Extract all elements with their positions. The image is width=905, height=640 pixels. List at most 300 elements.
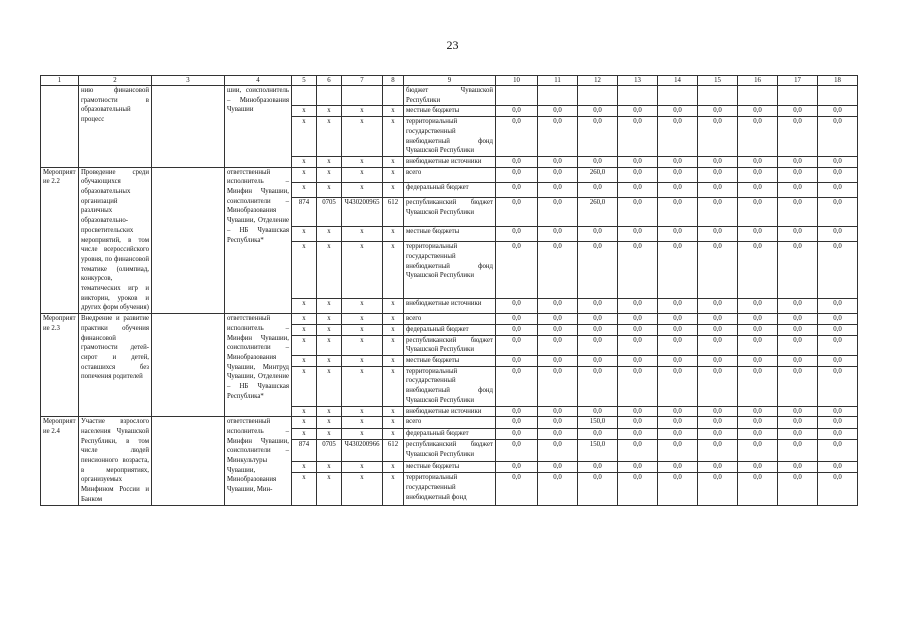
amount-cell: [578, 86, 618, 106]
amount-cell: 0,0: [496, 324, 538, 335]
amount-cell: 0,0: [618, 366, 658, 406]
amount-cell: 0,0: [818, 227, 858, 242]
event-name: нию финансовой грамотности в образовательный процесс: [79, 86, 152, 168]
amount-cell: 0,0: [698, 428, 738, 439]
amount-cell: 0,0: [698, 167, 738, 182]
amount-cell: 0,0: [578, 324, 618, 335]
amount-cell: 0,0: [778, 366, 818, 406]
amount-cell: 0,0: [818, 335, 858, 355]
amount-cell: 0,0: [658, 227, 698, 242]
amount-cell: 0,0: [496, 227, 538, 242]
grbs-code: x: [292, 366, 317, 406]
amount-cell: 150,0: [578, 440, 618, 462]
column-header: 6: [317, 76, 342, 86]
grbs-code: x: [292, 117, 317, 157]
event-number: Мероприятие 2.3: [41, 314, 79, 417]
amount-cell: [818, 86, 858, 106]
column-header: 8: [383, 76, 404, 86]
amount-cell: 0,0: [618, 242, 658, 299]
amount-cell: 0,0: [778, 461, 818, 472]
column-header: 7: [342, 76, 383, 86]
amount-cell: 0,0: [698, 406, 738, 417]
amount-cell: 0,0: [538, 182, 578, 197]
amount-cell: 0,0: [698, 440, 738, 462]
amount-cell: 0,0: [738, 324, 778, 335]
amount-cell: 0,0: [778, 106, 818, 117]
amount-cell: 0,0: [496, 198, 538, 227]
event-number: Мероприятие 2.4: [41, 417, 79, 505]
amount-cell: 0,0: [618, 473, 658, 505]
amount-cell: 0,0: [818, 461, 858, 472]
amount-cell: 0,0: [496, 106, 538, 117]
amount-cell: 0,0: [538, 335, 578, 355]
amount-cell: 0,0: [778, 198, 818, 227]
amount-cell: 0,0: [538, 355, 578, 366]
grbs-code: 874: [292, 440, 317, 462]
amount-cell: 0,0: [818, 428, 858, 439]
amount-cell: 260,0: [578, 167, 618, 182]
amount-cell: 0,0: [738, 355, 778, 366]
amount-cell: 0,0: [578, 366, 618, 406]
grbs-code: x: [292, 298, 317, 313]
column-header: 10: [496, 76, 538, 86]
amount-cell: 0,0: [538, 324, 578, 335]
amount-cell: 0,0: [698, 182, 738, 197]
expense-type-code: x: [383, 167, 404, 182]
amount-cell: 0,0: [618, 117, 658, 157]
amount-cell: 0,0: [538, 198, 578, 227]
amount-cell: 0,0: [618, 156, 658, 167]
grbs-code: [292, 86, 317, 106]
amount-cell: 0,0: [698, 242, 738, 299]
table-row: [41, 417, 858, 428]
column-header: 18: [818, 76, 858, 86]
amount-cell: 0,0: [738, 366, 778, 406]
amount-cell: 0,0: [738, 106, 778, 117]
target-code: x: [342, 366, 383, 406]
amount-cell: 0,0: [578, 106, 618, 117]
amount-cell: 0,0: [778, 314, 818, 325]
funding-source: всего: [404, 314, 496, 325]
section-code: x: [317, 314, 342, 325]
amount-cell: 0,0: [658, 324, 698, 335]
section-code: x: [317, 227, 342, 242]
expense-type-code: 612: [383, 198, 404, 227]
amount-cell: 150,0: [578, 417, 618, 428]
target-code: [342, 86, 383, 106]
expense-type-code: x: [383, 242, 404, 299]
amount-cell: 0,0: [738, 440, 778, 462]
amount-cell: 0,0: [578, 242, 618, 299]
amount-cell: 0,0: [658, 106, 698, 117]
funding-source: республиканский бюджет Чувашской Республики: [404, 198, 496, 227]
expense-type-code: x: [383, 417, 404, 428]
target-code: x: [342, 117, 383, 157]
amount-cell: 0,0: [818, 298, 858, 313]
column-header: 5: [292, 76, 317, 86]
amount-cell: 0,0: [698, 335, 738, 355]
amount-cell: 0,0: [818, 355, 858, 366]
amount-cell: 0,0: [496, 461, 538, 472]
amount-cell: 0,0: [818, 417, 858, 428]
amount-cell: 0,0: [658, 473, 698, 505]
event-number: Мероприятие 2.2: [41, 167, 79, 314]
amount-cell: 0,0: [538, 298, 578, 313]
amount-cell: 0,0: [698, 198, 738, 227]
expense-type-code: x: [383, 106, 404, 117]
funding-source: всего: [404, 167, 496, 182]
grbs-code: x: [292, 324, 317, 335]
amount-cell: [538, 86, 578, 106]
section-code: [317, 86, 342, 106]
amount-cell: 0,0: [778, 156, 818, 167]
column-header: 11: [538, 76, 578, 86]
grbs-code: x: [292, 428, 317, 439]
amount-cell: 0,0: [738, 461, 778, 472]
amount-cell: [738, 86, 778, 106]
amount-cell: 0,0: [698, 298, 738, 313]
column-header: 4: [225, 76, 292, 86]
amount-cell: 0,0: [738, 167, 778, 182]
amount-cell: 0,0: [538, 417, 578, 428]
target-code: x: [342, 298, 383, 313]
amount-cell: 0,0: [658, 406, 698, 417]
amount-cell: [658, 86, 698, 106]
amount-cell: 0,0: [738, 406, 778, 417]
target-code: x: [342, 461, 383, 472]
expense-type-code: x: [383, 314, 404, 325]
amount-cell: 0,0: [578, 473, 618, 505]
amount-cell: 0,0: [818, 324, 858, 335]
target-code: x: [342, 428, 383, 439]
amount-cell: 0,0: [618, 324, 658, 335]
funding-source: федеральный бюджет: [404, 428, 496, 439]
amount-cell: 0,0: [818, 366, 858, 406]
amount-cell: 0,0: [578, 461, 618, 472]
target-code: x: [342, 167, 383, 182]
column-header: 15: [698, 76, 738, 86]
amount-cell: 0,0: [496, 417, 538, 428]
amount-cell: 0,0: [496, 242, 538, 299]
amount-cell: 0,0: [538, 428, 578, 439]
amount-cell: 0,0: [778, 182, 818, 197]
amount-cell: 0,0: [496, 167, 538, 182]
expense-type-code: [383, 86, 404, 106]
amount-cell: 0,0: [778, 440, 818, 462]
funding-source: территориальный государственный внебюджетный фонд Чувашской Республики: [404, 366, 496, 406]
amount-cell: 0,0: [496, 298, 538, 313]
amount-cell: 0,0: [818, 106, 858, 117]
expense-type-code: x: [383, 428, 404, 439]
amount-cell: 0,0: [778, 428, 818, 439]
amount-cell: 0,0: [778, 355, 818, 366]
section-code: x: [317, 324, 342, 335]
grbs-code: x: [292, 106, 317, 117]
grbs-code: x: [292, 473, 317, 505]
executor-cell: шии, соисполнитель – Минобразования Чувашии: [225, 86, 292, 168]
funding-source: всего: [404, 417, 496, 428]
funding-source: внебюджетные источники: [404, 406, 496, 417]
amount-cell: 0,0: [778, 298, 818, 313]
amount-cell: 0,0: [618, 298, 658, 313]
amount-cell: 0,0: [618, 461, 658, 472]
funding-source: республиканский бюджет Чувашской Республики: [404, 440, 496, 462]
amount-cell: 0,0: [658, 198, 698, 227]
amount-cell: 0,0: [618, 227, 658, 242]
amount-cell: 0,0: [578, 156, 618, 167]
amount-cell: 0,0: [658, 428, 698, 439]
target-code: x: [342, 335, 383, 355]
expense-type-code: x: [383, 473, 404, 505]
grbs-code: x: [292, 417, 317, 428]
amount-cell: 0,0: [578, 227, 618, 242]
amount-cell: 0,0: [618, 406, 658, 417]
amount-cell: 0,0: [698, 314, 738, 325]
amount-cell: 0,0: [538, 106, 578, 117]
section-code: x: [317, 156, 342, 167]
amount-cell: 0,0: [738, 417, 778, 428]
amount-cell: 0,0: [618, 182, 658, 197]
section-code: x: [317, 473, 342, 505]
amount-cell: 0,0: [698, 106, 738, 117]
section-code: x: [317, 182, 342, 197]
amount-cell: 0,0: [538, 366, 578, 406]
amount-cell: 260,0: [578, 198, 618, 227]
grbs-code: x: [292, 461, 317, 472]
expense-type-code: x: [383, 366, 404, 406]
funding-source: территориальный государственный внебюджетный фонд: [404, 473, 496, 505]
amount-cell: 0,0: [658, 355, 698, 366]
grbs-code: x: [292, 227, 317, 242]
target-code: x: [342, 227, 383, 242]
expense-type-code: 612: [383, 440, 404, 462]
amount-cell: 0,0: [496, 314, 538, 325]
section-code: x: [317, 417, 342, 428]
amount-cell: 0,0: [496, 335, 538, 355]
target-code: x: [342, 156, 383, 167]
amount-cell: 0,0: [538, 406, 578, 417]
expense-type-code: x: [383, 182, 404, 197]
amount-cell: 0,0: [618, 198, 658, 227]
amount-cell: 0,0: [658, 335, 698, 355]
amount-cell: 0,0: [658, 156, 698, 167]
funding-source: местные бюджеты: [404, 227, 496, 242]
amount-cell: 0,0: [738, 314, 778, 325]
amount-cell: 0,0: [496, 406, 538, 417]
amount-cell: 0,0: [698, 473, 738, 505]
amount-cell: 0,0: [698, 417, 738, 428]
amount-cell: 0,0: [496, 156, 538, 167]
amount-cell: 0,0: [578, 406, 618, 417]
expense-type-code: x: [383, 156, 404, 167]
amount-cell: 0,0: [658, 366, 698, 406]
grbs-code: x: [292, 314, 317, 325]
amount-cell: 0,0: [698, 366, 738, 406]
amount-cell: 0,0: [738, 182, 778, 197]
section-code: x: [317, 167, 342, 182]
expense-type-code: x: [383, 406, 404, 417]
amount-cell: 0,0: [538, 227, 578, 242]
target-code: x: [342, 324, 383, 335]
section-code: x: [317, 106, 342, 117]
expense-type-code: x: [383, 461, 404, 472]
budget-table: [40, 75, 858, 506]
amount-cell: 0,0: [496, 473, 538, 505]
event-name: Проведение среди обучающихся образовательных организаций различных образовательно-просветительских мероприятий, в том числе всероссийского уровня, по финансовой тематике (олимпиад, конкурсов, тематических игр и викторин, уроков и других форм обучения): [79, 167, 152, 314]
amount-cell: 0,0: [578, 298, 618, 313]
expense-type-code: x: [383, 335, 404, 355]
amount-cell: 0,0: [496, 428, 538, 439]
grbs-code: x: [292, 355, 317, 366]
amount-cell: 0,0: [578, 428, 618, 439]
amount-cell: 0,0: [738, 117, 778, 157]
amount-cell: 0,0: [738, 473, 778, 505]
amount-cell: 0,0: [496, 440, 538, 462]
amount-cell: 0,0: [818, 473, 858, 505]
amount-cell: 0,0: [818, 167, 858, 182]
target-code: x: [342, 406, 383, 417]
amount-cell: 0,0: [658, 182, 698, 197]
amount-cell: 0,0: [496, 355, 538, 366]
column-header: 9: [404, 76, 496, 86]
amount-cell: 0,0: [698, 324, 738, 335]
grbs-code: 874: [292, 198, 317, 227]
target-code: x: [342, 314, 383, 325]
page-number: 23: [446, 38, 459, 52]
amount-cell: 0,0: [698, 156, 738, 167]
amount-cell: 0,0: [618, 355, 658, 366]
amount-cell: 0,0: [818, 198, 858, 227]
funding-source: федеральный бюджет: [404, 324, 496, 335]
target-code: Ч430200966: [342, 440, 383, 462]
amount-cell: 0,0: [618, 314, 658, 325]
grbs-code: x: [292, 242, 317, 299]
amount-cell: 0,0: [658, 314, 698, 325]
amount-cell: 0,0: [538, 167, 578, 182]
amount-cell: 0,0: [496, 366, 538, 406]
column-header: 1: [41, 76, 79, 86]
funding-source: территориальный государственный внебюджетный фонд Чувашской Республики: [404, 242, 496, 299]
amount-cell: 0,0: [538, 156, 578, 167]
amount-cell: 0,0: [778, 227, 818, 242]
column-3-cell: [152, 86, 225, 168]
amount-cell: 0,0: [578, 314, 618, 325]
funding-source: местные бюджеты: [404, 461, 496, 472]
column-header: 16: [738, 76, 778, 86]
funding-source: местные бюджеты: [404, 106, 496, 117]
amount-cell: 0,0: [496, 182, 538, 197]
amount-cell: 0,0: [698, 461, 738, 472]
amount-cell: 0,0: [496, 117, 538, 157]
amount-cell: 0,0: [778, 473, 818, 505]
event-number: [41, 86, 79, 168]
target-code: Ч430200965: [342, 198, 383, 227]
section-code: x: [317, 461, 342, 472]
funding-source: внебюджетные источники: [404, 298, 496, 313]
table-row: [41, 167, 858, 182]
column-3-cell: [152, 314, 225, 417]
amount-cell: 0,0: [658, 417, 698, 428]
section-code: 0705: [317, 198, 342, 227]
amount-cell: 0,0: [618, 335, 658, 355]
amount-cell: 0,0: [778, 167, 818, 182]
funding-source: бюджет Чувашской Республики: [404, 86, 496, 106]
section-code: 0705: [317, 440, 342, 462]
column-header: 14: [658, 76, 698, 86]
amount-cell: 0,0: [658, 461, 698, 472]
section-code: x: [317, 242, 342, 299]
amount-cell: 0,0: [698, 355, 738, 366]
expense-type-code: x: [383, 117, 404, 157]
amount-cell: 0,0: [778, 117, 818, 157]
grbs-code: x: [292, 167, 317, 182]
grbs-code: x: [292, 335, 317, 355]
amount-cell: 0,0: [818, 182, 858, 197]
column-header: 13: [618, 76, 658, 86]
amount-cell: 0,0: [778, 335, 818, 355]
amount-cell: 0,0: [738, 298, 778, 313]
amount-cell: [698, 86, 738, 106]
column-3-cell: [152, 167, 225, 314]
expense-type-code: x: [383, 355, 404, 366]
amount-cell: 0,0: [538, 242, 578, 299]
amount-cell: 0,0: [778, 417, 818, 428]
amount-cell: 0,0: [578, 117, 618, 157]
section-code: x: [317, 117, 342, 157]
event-name: Участие взрослого населения Чувашской Республики, в том числе людей пенсионного возраста, в мероприятиях, организуемых Минфином России и Банком: [79, 417, 152, 505]
amount-cell: 0,0: [658, 298, 698, 313]
amount-cell: 0,0: [738, 156, 778, 167]
amount-cell: 0,0: [538, 117, 578, 157]
amount-cell: 0,0: [618, 440, 658, 462]
target-code: x: [342, 182, 383, 197]
header-row: [41, 76, 858, 86]
column-header: 3: [152, 76, 225, 86]
amount-cell: 0,0: [818, 242, 858, 299]
amount-cell: 0,0: [658, 242, 698, 299]
amount-cell: 0,0: [818, 440, 858, 462]
target-code: x: [342, 417, 383, 428]
amount-cell: 0,0: [538, 473, 578, 505]
executor-cell: ответственный исполнитель – Минфин Чувашии, соисполнители – Минобразования Чувашии, Отделение – НБ Чувашская Республика*: [225, 167, 292, 314]
section-code: x: [317, 428, 342, 439]
amount-cell: 0,0: [818, 156, 858, 167]
amount-cell: [496, 86, 538, 106]
amount-cell: 0,0: [818, 117, 858, 157]
amount-cell: 0,0: [818, 314, 858, 325]
target-code: x: [342, 355, 383, 366]
amount-cell: 0,0: [818, 406, 858, 417]
column-header: 2: [79, 76, 152, 86]
amount-cell: 0,0: [658, 167, 698, 182]
executor-cell: ответственный исполнитель – Минфин Чувашии, соисполнители – Минкультуры Чувашии, Минобразования Чувашии, Мин-: [225, 417, 292, 505]
amount-cell: 0,0: [618, 167, 658, 182]
grbs-code: x: [292, 156, 317, 167]
amount-cell: 0,0: [658, 440, 698, 462]
funding-source: местные бюджеты: [404, 355, 496, 366]
target-code: x: [342, 242, 383, 299]
amount-cell: 0,0: [778, 242, 818, 299]
amount-cell: 0,0: [738, 198, 778, 227]
funding-source: федеральный бюджет: [404, 182, 496, 197]
expense-type-code: x: [383, 324, 404, 335]
funding-source: территориальный государственный внебюджетный фонд Чувашской Республики: [404, 117, 496, 157]
amount-cell: 0,0: [658, 117, 698, 157]
event-name: Внедрение и развитие практики обучения финансовой грамотности детей-сирот и детей, оставшихся без попечения родителей: [79, 314, 152, 417]
section-code: x: [317, 335, 342, 355]
column-header: 17: [778, 76, 818, 86]
amount-cell: [778, 86, 818, 106]
